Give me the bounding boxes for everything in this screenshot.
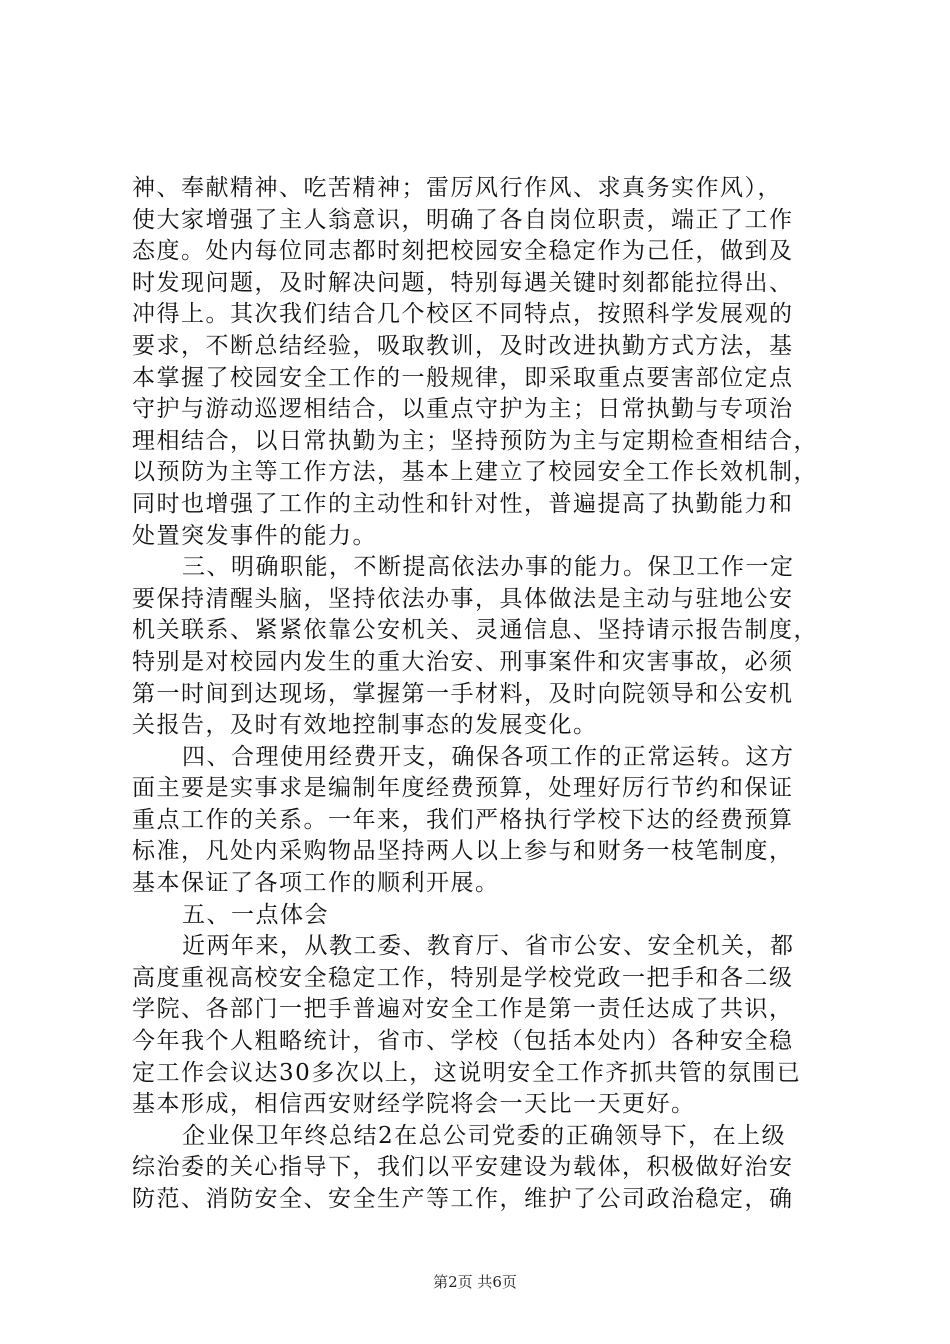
text-line: 本掌握了校园安全工作的一般规律，即采取重点要害部位定点 <box>132 364 794 391</box>
text-line: 标准，凡处内采购物品坚持两人以上参与和财务一枝笔制度， <box>132 838 794 865</box>
text-line: 近两年来，从教工委、教育厅、省市公安、安全机关，都 <box>182 933 795 960</box>
text-line: 三、明确职能，不断提高依法办事的能力。保卫工作一定 <box>182 554 795 581</box>
text-line: 学院、各部门一把手普遍对安全工作是第一责任达成了共识， <box>132 996 794 1023</box>
text-line: 第一时间到达现场，掌握第一手材料，及时向院领导和公安机 <box>132 680 794 707</box>
text-line: 使大家增强了主人翁意识，明确了各自岗位职责，端正了工作 <box>132 206 794 233</box>
text-line: 态度。处内每位同志都时刻把校园安全稳定作为己任，做到及 <box>132 238 794 265</box>
text-line: 防范、消防安全、安全生产等工作，维护了公司政治稳定，确 <box>132 1186 794 1212</box>
text-line: 五、一点体会 <box>182 901 329 928</box>
text-line: 基本形成，相信西安财经学院将会一天比一天更好。 <box>132 1091 696 1118</box>
text-line: 面主要是实事求是编制年度经费预算，处理好厉行节约和保证 <box>132 775 794 802</box>
text-line: 四、合理使用经费开支，确保各项工作的正常运转。这方 <box>182 743 795 770</box>
text-line: 时发现问题，及时解决问题，特别每遇关键时刻都能拉得出、 <box>132 269 794 296</box>
text-line: 关报告，及时有效地控制事态的发展变化。 <box>132 712 598 739</box>
text-line: 综治委的关心指导下，我们以平安建设为载体，积极做好治安 <box>132 1154 794 1181</box>
text-line: 处置突发事件的能力。 <box>132 522 377 549</box>
document-body <box>132 173 832 1216</box>
text-line: 同时也增强了工作的主动性和针对性，普遍提高了执勤能力和 <box>132 490 794 517</box>
text-line: 重点工作的关系。一年来，我们严格执行学校下达的经费预算 <box>132 806 794 833</box>
text-line: 特别是对校园内发生的重大治安、刑事案件和灾害事故，必须 <box>132 648 794 675</box>
text-line: 要保持清醒头脑，坚持依法办事，具体做法是主动与驻地公安 <box>132 585 794 612</box>
text-line: 高度重视高校安全稳定工作，特别是学校党政一把手和各二级 <box>132 964 794 991</box>
text-line: 企业保卫年终总结2在总公司党委的正确领导下，在上级 <box>182 1122 787 1149</box>
text-line: 机关联系、紧紧依靠公安机关、灵通信息、坚持请示报告制度， <box>132 617 818 644</box>
text-line: 理相结合，以日常执勤为主；坚持预防为主与定期检查相结合， <box>132 427 818 454</box>
page-number-footer: 第2页 共6页 <box>433 1273 517 1291</box>
text-line: 以预防为主等工作方法，基本上建立了校园安全工作长效机制， <box>132 459 818 486</box>
text-line: 守护与游动巡逻相结合，以重点守护为主；日常执勤与专项治 <box>132 396 794 423</box>
text-line: 神、奉献精神、吃苦精神；雷厉风行作风、求真务实作风）， <box>132 175 782 201</box>
text-line: 基本保证了各项工作的顺利开展。 <box>132 870 500 897</box>
text-line: 今年我个人粗略统计，省市、学校（包括本处内）各种安全稳 <box>132 1028 794 1055</box>
text-line: 要求，不断总结经验，吸取教训，及时改进执勤方式方法，基 <box>132 332 794 359</box>
text-line: 冲得上。其次我们结合几个校区不同特点，按照科学发展观的 <box>132 301 794 328</box>
text-line: 定工作会议达30多次以上，这说明安全工作齐抓共管的氛围已 <box>132 1059 802 1086</box>
